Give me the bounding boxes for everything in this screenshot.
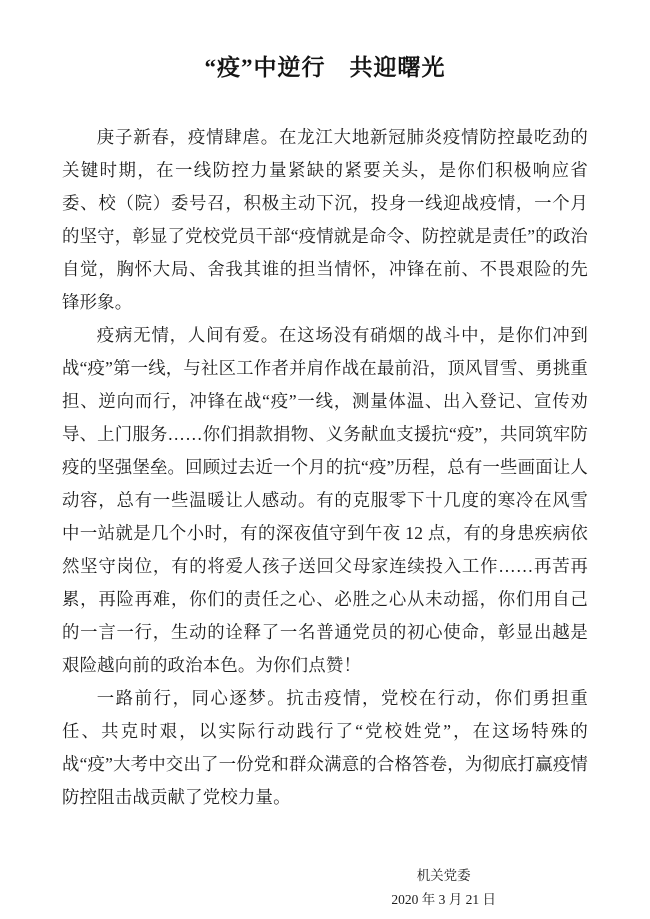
signature-name: 机关党委 [416,868,471,883]
paragraph-3: 一路前行，同心逐梦。抗击疫情，党校在行动，你们勇担重任、共克时艰，以实际行动践行了“党校姓党”，在这场特殊的战“疫”大考中交出了一份党和群众满意的合格答卷，为彻底打赢疫情防控阻击战贡献了党校力量。 [62,688,588,807]
signature-block [391,864,496,912]
document-title: “疫”中逆行 共迎曙光 [204,55,446,80]
signature-date: 2020 年 3 月 21 日 [391,892,496,907]
paragraph-1: 庚子新春，疫情肆虐。在龙江大地新冠肺炎疫情防控最吃劲的关键时期，在一线防控力量紧缺的紧要关头，是你们积极响应省委、校（院）委号召，积极主动下沉，投身一线迎战疫情，一个月的坚守，彰显了党校党员干部“疫情就是命令、防控就是责任”的政治自觉，胸怀大局、舍我其谁的担当情怀，冲锋在前、不畏艰险的先锋形象。 [62,127,588,312]
paragraph-2: 疫病无情，人间有爱。在这场没有硝烟的战斗中，是你们冲到战“疫”第一线，与社区工作者并肩作战在最前沿，顶风冒雪、勇挑重担、逆向而行，冲锋在战“疫”一线，测量体温、出入登记、宣传劝导、上门服务……你们捐款捐物、义务献血支援抗“疫”，共同筑牢防疫的坚强堡垒。回顾过去近一个月的抗“疫”历程，总有一些画面让人动容，总有一些温暖让人感动。有的克服零下十几度的寒冷在风雪中一站就是几个小时，有的深夜值守到午夜 12 点，有的身患疾病依然坚守岗位，有的将爱人孩子送回父母家连续投入工作……再苦再累，再险再难，你们的责任之心、必胜之心从未动摇，你们用自己的一言一行，生动的诠释了一名普通党员的初心使命，彰显出越是艰险越向前的政治本色。为你们点赞！ [62,325,588,675]
